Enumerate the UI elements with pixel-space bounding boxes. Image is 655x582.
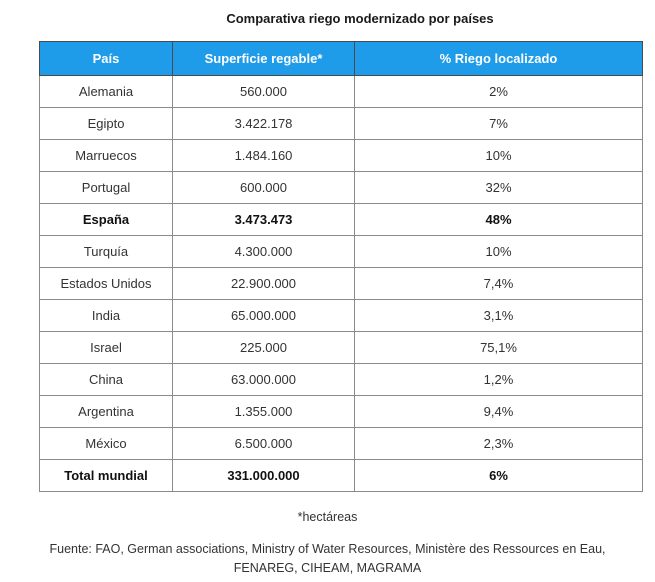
cell-pct: 1,2% [355, 364, 643, 396]
table-row [40, 460, 643, 492]
units-footnote: *hectáreas [297, 510, 358, 524]
cell-country: Marruecos [40, 140, 173, 172]
cell-pct: 7% [355, 108, 643, 140]
table-body [40, 76, 643, 492]
cell-pct: 2% [355, 76, 643, 108]
cell-country: Estados Unidos [40, 268, 173, 300]
column-header-pct: % Riego localizado [355, 42, 643, 76]
table-row [40, 172, 643, 204]
cell-country: Total mundial [40, 460, 173, 492]
header-row [40, 42, 643, 76]
table-row [40, 108, 643, 140]
cell-pct: 6% [355, 460, 643, 492]
cell-pct: 32% [355, 172, 643, 204]
cell-country: China [40, 364, 173, 396]
table-title: Comparativa riego modernizado por países [226, 11, 494, 26]
cell-pct: 48% [355, 204, 643, 236]
cell-pct: 7,4% [355, 268, 643, 300]
cell-area: 4.300.000 [173, 236, 355, 268]
cell-pct: 10% [355, 236, 643, 268]
cell-country: Israel [40, 332, 173, 364]
cell-area: 22.900.000 [173, 268, 355, 300]
source-line-2: FENAREG, CIHEAM, MAGRAMA [233, 561, 422, 575]
cell-country: Alemania [40, 76, 173, 108]
cell-pct: 75,1% [355, 332, 643, 364]
cell-pct: 2,3% [355, 428, 643, 460]
cell-area: 65.000.000 [173, 300, 355, 332]
cell-area: 331.000.000 [173, 460, 355, 492]
table-header [40, 42, 643, 76]
cell-area: 3.473.473 [173, 204, 355, 236]
cell-area: 600.000 [173, 172, 355, 204]
cell-country: Egipto [40, 108, 173, 140]
cell-country: Turquía [40, 236, 173, 268]
table-row [40, 76, 643, 108]
cell-pct: 3,1% [355, 300, 643, 332]
cell-area: 3.422.178 [173, 108, 355, 140]
table-row [40, 364, 643, 396]
column-header-country: País [40, 42, 173, 76]
cell-country: México [40, 428, 173, 460]
table-row [40, 332, 643, 364]
cell-area: 1.355.000 [173, 396, 355, 428]
cell-area: 225.000 [173, 332, 355, 364]
cell-country: India [40, 300, 173, 332]
table-row [40, 396, 643, 428]
source-line-1: Fuente: FAO, German associations, Ministry of Water Resources, Ministère des Ressources en Eau, [49, 542, 606, 556]
source-note [0, 540, 655, 578]
table-row [40, 140, 643, 172]
table-row [40, 236, 643, 268]
cell-pct: 9,4% [355, 396, 643, 428]
cell-area: 1.484.160 [173, 140, 355, 172]
cell-area: 560.000 [173, 76, 355, 108]
table-row [40, 268, 643, 300]
table-row [40, 204, 643, 236]
cell-country: España [40, 204, 173, 236]
table-row [40, 300, 643, 332]
cell-country: Portugal [40, 172, 173, 204]
column-header-area: Superficie regable* [173, 42, 355, 76]
irrigation-comparison-table [39, 41, 643, 492]
table-row [40, 428, 643, 460]
cell-area: 63.000.000 [173, 364, 355, 396]
cell-country: Argentina [40, 396, 173, 428]
cell-pct: 10% [355, 140, 643, 172]
cell-area: 6.500.000 [173, 428, 355, 460]
